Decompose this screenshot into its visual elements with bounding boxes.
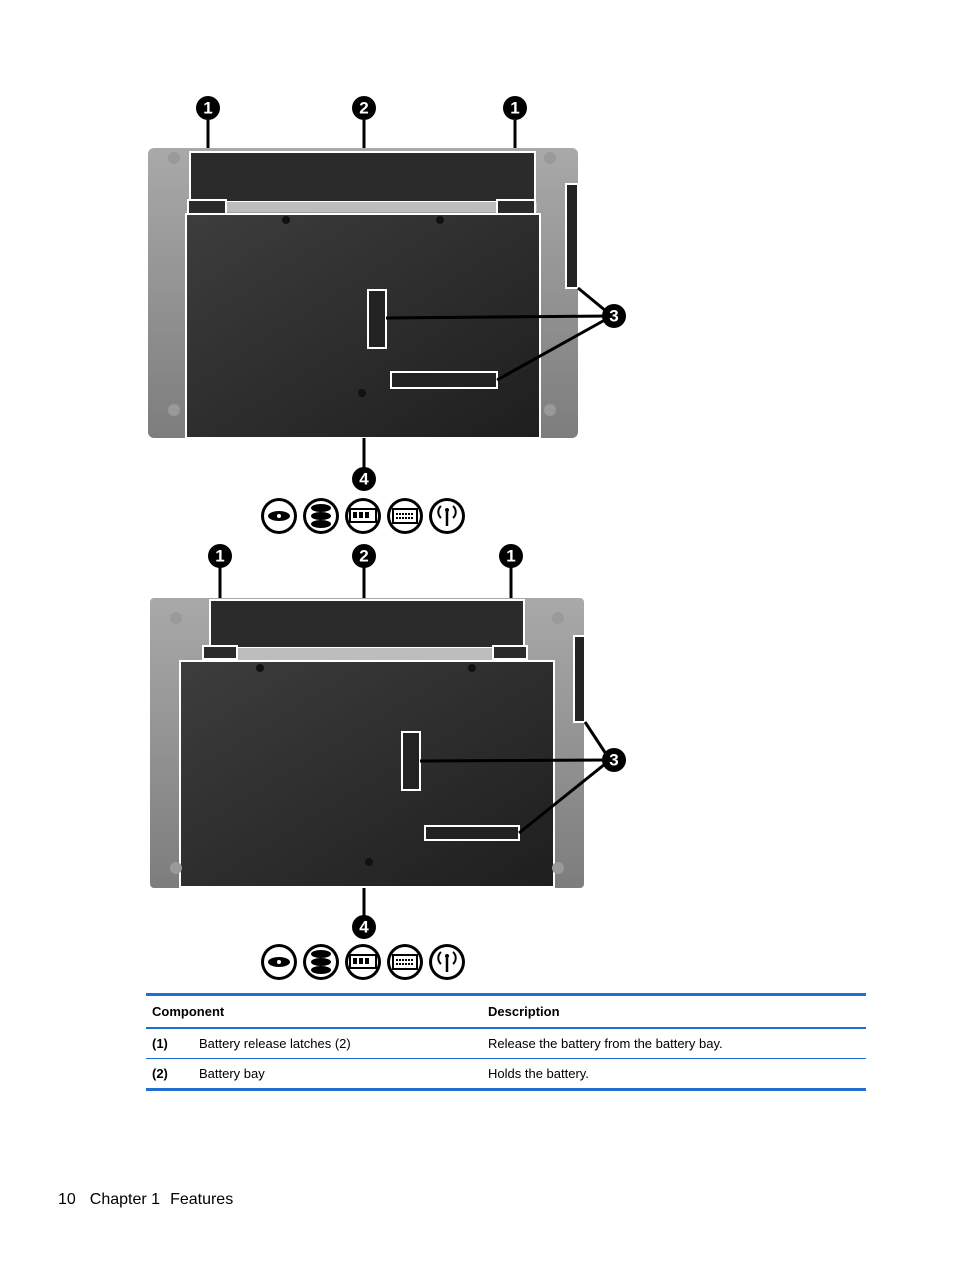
table-row bbox=[146, 1059, 866, 1090]
svg-text:4: 4 bbox=[359, 917, 369, 937]
side-vent bbox=[566, 184, 578, 288]
svg-text:1: 1 bbox=[506, 546, 516, 566]
svg-text:4: 4 bbox=[359, 469, 369, 489]
row-number: (2) bbox=[146, 1059, 193, 1090]
laptop-bottom-figure bbox=[140, 90, 640, 990]
laptop-view-1 bbox=[148, 96, 626, 534]
keyboard-icon bbox=[387, 944, 423, 980]
wireless-icon bbox=[429, 498, 465, 534]
svg-text:2: 2 bbox=[359, 98, 369, 118]
battery-latch-right bbox=[493, 646, 527, 659]
header-description: Description bbox=[482, 995, 866, 1029]
row-component: Battery bay bbox=[193, 1059, 482, 1090]
callout-1-left bbox=[196, 96, 220, 120]
row-component: Battery release latches (2) bbox=[193, 1028, 482, 1059]
battery-latch-left bbox=[203, 646, 237, 659]
lower-vent bbox=[391, 372, 497, 388]
component-table bbox=[146, 993, 866, 1091]
center-vent bbox=[402, 732, 420, 790]
page-footer bbox=[58, 1191, 247, 1209]
section-label: Features bbox=[170, 1191, 234, 1208]
chapter-label: Chapter 1 bbox=[89, 1191, 161, 1208]
row-number: (1) bbox=[146, 1028, 193, 1059]
battery-bay bbox=[210, 600, 524, 648]
page-number: 10 bbox=[58, 1191, 76, 1208]
battery-latch-left bbox=[188, 200, 226, 214]
side-vent bbox=[574, 636, 585, 722]
service-cover bbox=[186, 214, 540, 438]
svg-text:3: 3 bbox=[609, 306, 619, 326]
callout-3 bbox=[602, 748, 626, 772]
callout-1-left bbox=[208, 544, 232, 568]
lower-vent bbox=[425, 826, 519, 840]
center-vent bbox=[368, 290, 386, 348]
laptop-bottom-illustration bbox=[140, 90, 640, 990]
memory-module-icon bbox=[345, 498, 381, 534]
callout-4 bbox=[352, 915, 376, 939]
table-header-row bbox=[146, 995, 866, 1029]
battery-bay bbox=[190, 152, 535, 202]
service-cover bbox=[180, 661, 554, 887]
component-icons-1 bbox=[261, 498, 465, 534]
keyboard-icon bbox=[387, 498, 423, 534]
hard-drive-icon bbox=[303, 944, 339, 980]
optical-disc-icon bbox=[261, 944, 297, 980]
header-component: Component bbox=[146, 995, 482, 1029]
svg-text:1: 1 bbox=[510, 98, 520, 118]
callout-3 bbox=[602, 304, 626, 328]
component-icons-2 bbox=[261, 944, 465, 980]
callout-2 bbox=[352, 544, 376, 568]
svg-text:1: 1 bbox=[215, 546, 225, 566]
hard-drive-icon bbox=[303, 498, 339, 534]
callout-2 bbox=[352, 96, 376, 120]
row-description: Holds the battery. bbox=[482, 1059, 866, 1090]
callout-1-right bbox=[499, 544, 523, 568]
battery-latch-right bbox=[497, 200, 535, 214]
callout-4 bbox=[352, 467, 376, 491]
laptop-view-2 bbox=[150, 544, 626, 980]
svg-text:3: 3 bbox=[609, 750, 619, 770]
svg-text:1: 1 bbox=[203, 98, 213, 118]
wireless-icon bbox=[429, 944, 465, 980]
memory-module-icon bbox=[345, 944, 381, 980]
row-description: Release the battery from the battery bay. bbox=[482, 1028, 866, 1059]
table-row bbox=[146, 1028, 866, 1059]
optical-disc-icon bbox=[261, 498, 297, 534]
callout-1-right bbox=[503, 96, 527, 120]
svg-text:2: 2 bbox=[359, 546, 369, 566]
